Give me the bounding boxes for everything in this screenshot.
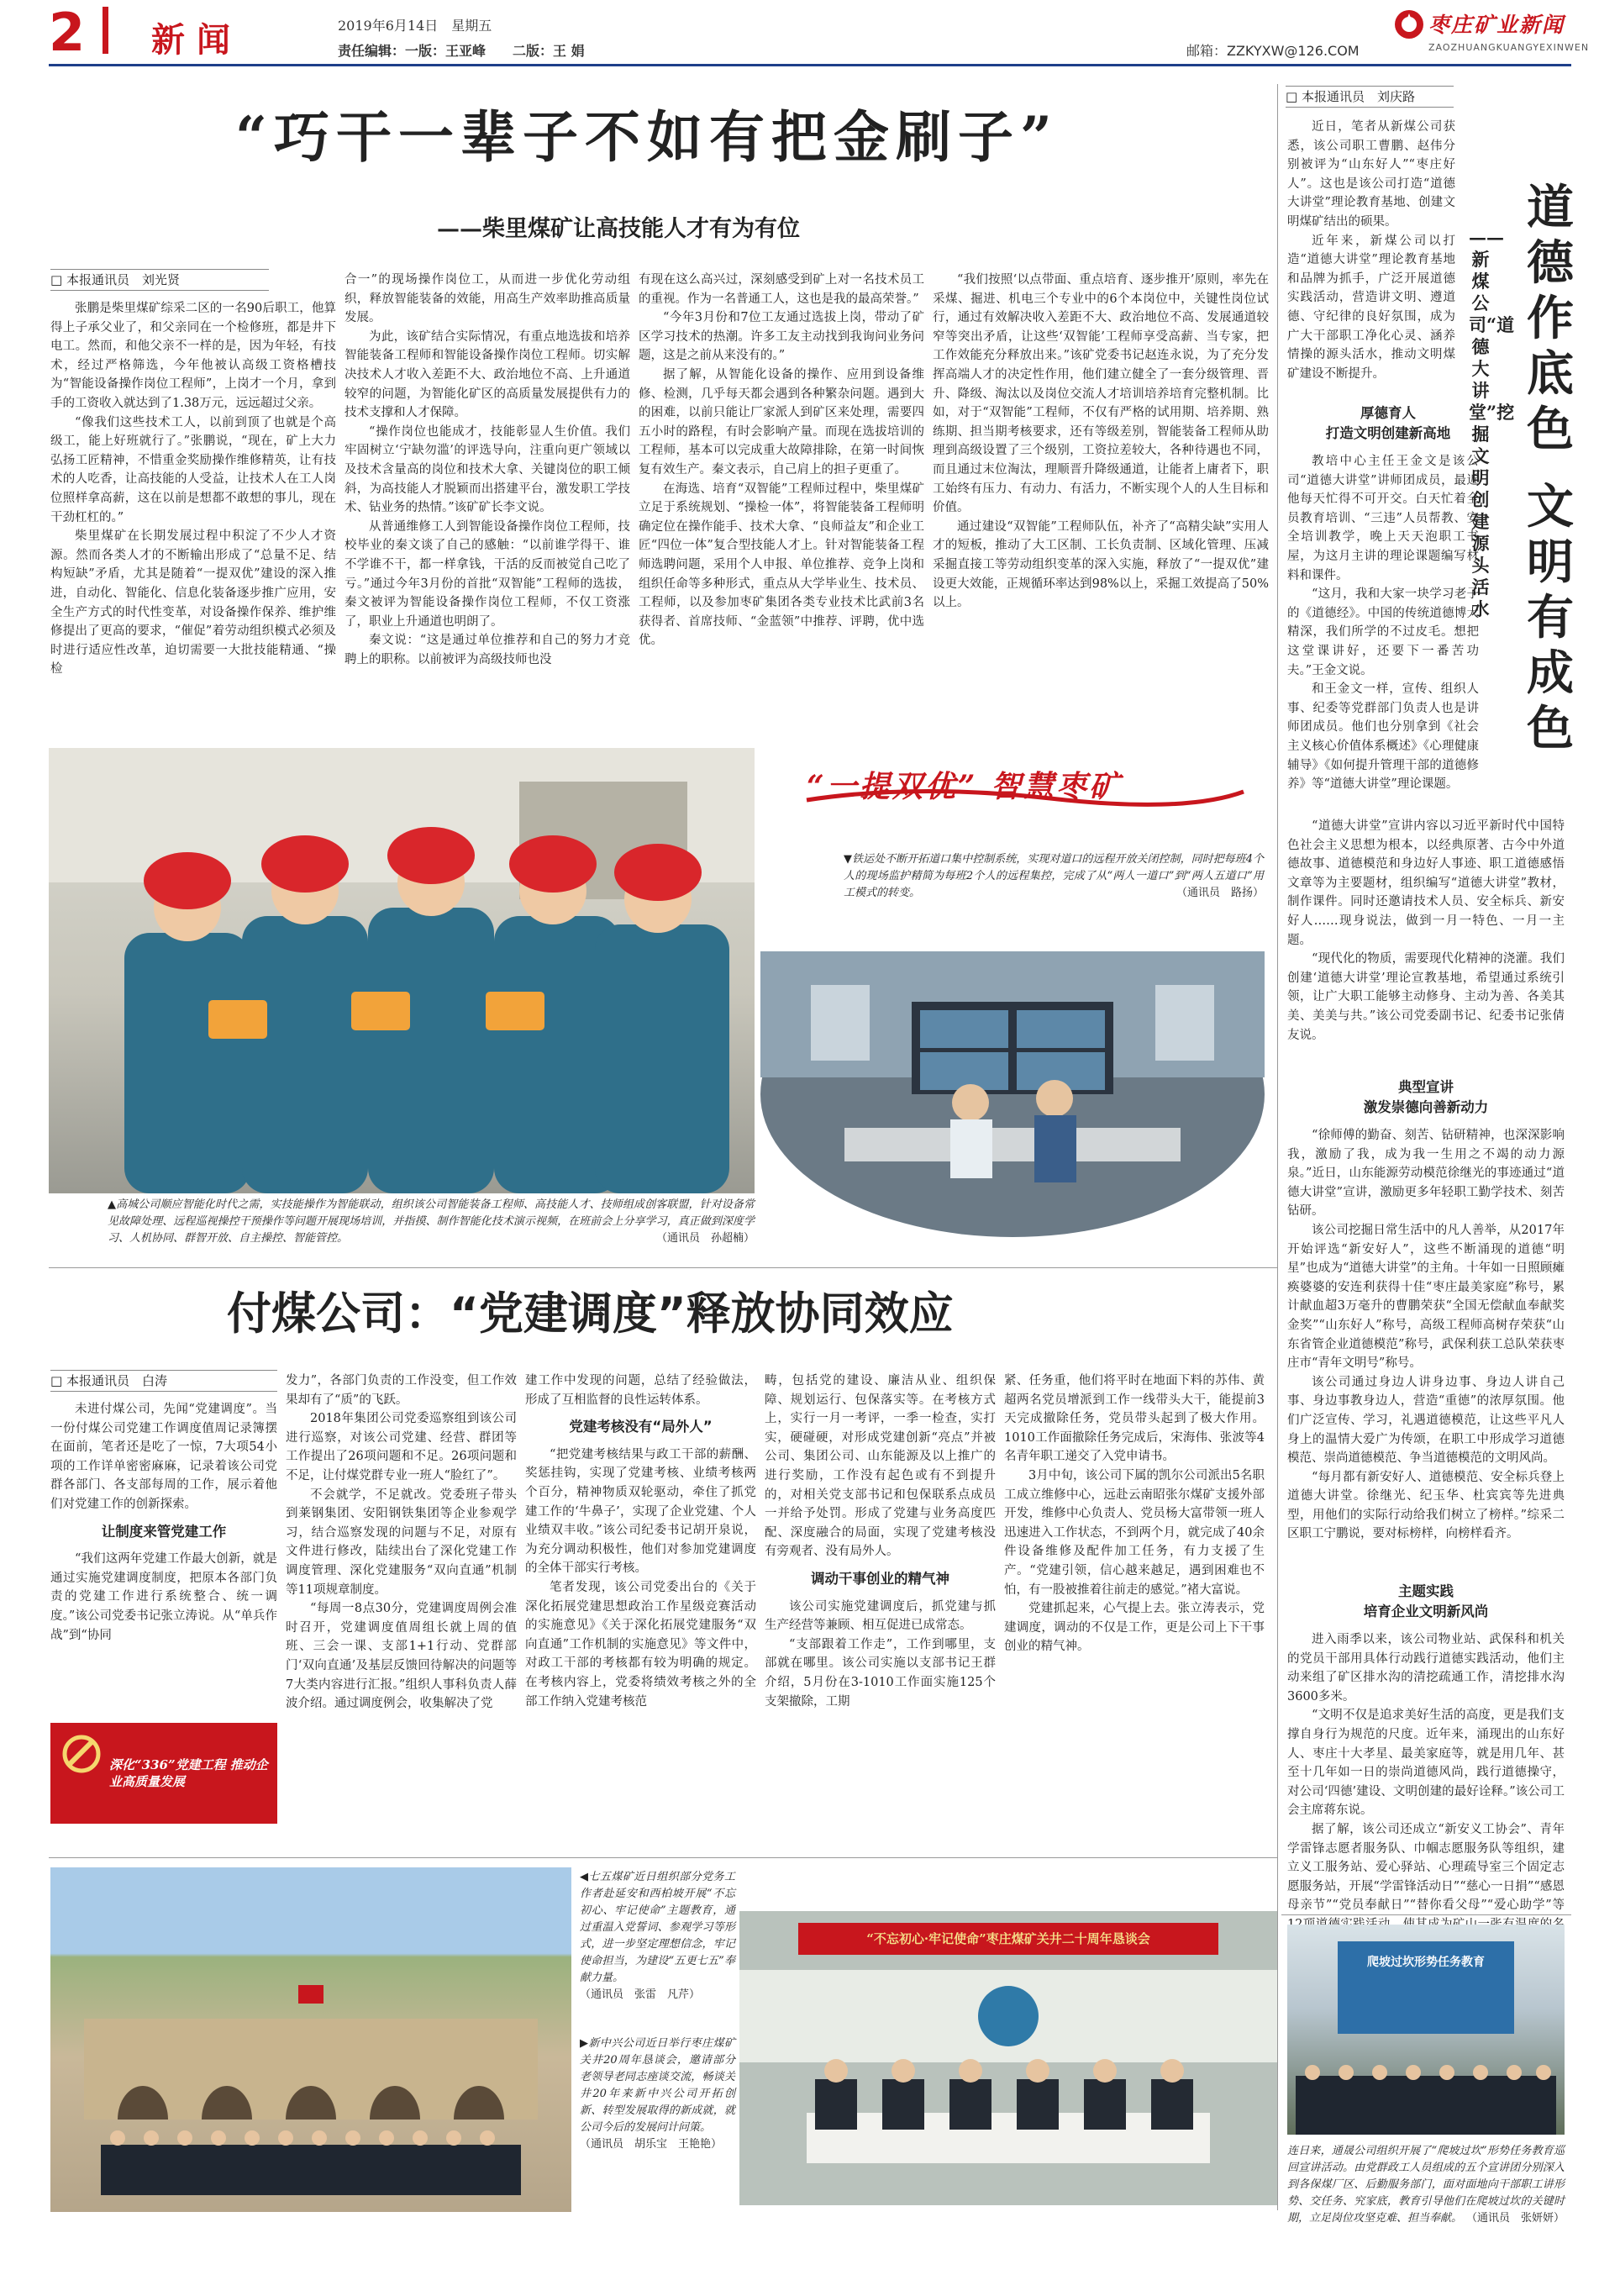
paragraph: 建工作中发现的问题，总结了经验做法，形成了互相监督的良性运转体系。 bbox=[525, 1374, 756, 1407]
side-subheading-3-line-2: 培育企业文明新风尚 bbox=[1363, 1604, 1489, 1619]
photo-meeting bbox=[739, 1911, 1277, 2205]
article2-column-4 bbox=[765, 1372, 996, 1834]
article2-title: 付煤公司：“党建调度”释放协同效应 bbox=[227, 1288, 954, 1340]
article2-column-2 bbox=[286, 1372, 517, 1834]
paragraph: “像我们这些技术工人，以前到顶了也就是个高级工，能上好班就行了。”张鹏说，“现在，矿上大力弘扬工匠精神，不惜重金奖励操作维修精英，让有技术的人吃香，让高技能的人受益，让技术人在工人岗位照样拿高薪，这在以前是想都不敢想的事儿，现在干劲杠杠的。” bbox=[50, 415, 336, 524]
masthead-pinyin: ZAOZHUANGKUANGYEXINWEN bbox=[1428, 42, 1590, 53]
paragraph: 该公司通过身边人讲身边事、身边人讲自己事、身边事教身边人，营造“重德”的浓厚氛围。他们广泛宣传、学习，礼遇道德模范，让这些平凡人身上的温情大爱广为传颂，在职工中形成学习道德模范、崇尚道德模范、争当道德模范的文明风尚。 bbox=[1287, 1375, 1565, 1466]
campaign-banner-text: “一提双优” 智慧枣矿 bbox=[807, 769, 1122, 804]
photo-control-room bbox=[760, 951, 1265, 1237]
paragraph: 为此，该矿结合实际情况，有重点地选拔和培养智能装备工程师和智能设备操作岗位工程师。切实解决技术人才收入差距不大、政治地位不高、上升通道较窄的问题，为智能化矿区的高质量发展提供有力的技术支撑和人才保障。 bbox=[345, 329, 630, 420]
paragraph: 不会就学，不足就改。党委班子带头到莱钢集团、安阳钢铁集团等企业参观学习，结合巡察发现的问题与不足，对原有文件进行修改，陆续出台了深化党建工作调度管理、深化党建服务“双向直通”机制等11项规章制度。 bbox=[286, 1488, 517, 1597]
hammer-sickle-icon bbox=[60, 1733, 103, 1775]
paragraph: 3月中旬，该公司下属的凯尔公司派出5名职工成立维修中心，远赴云南昭张尔煤矿支援外部开发，维修中心负责人、党员杨大富带领一班人迅速进入工作状态，不到两个月，就完成了40余件设备维修及配件加工任务，有力支援了生产。“党建引领，信心越来越足，遇到困难也不怕，有一股被推着往前走的感觉。”褚大富说。 bbox=[1004, 1468, 1265, 1597]
side-vertical-title-1: 道德作底色 bbox=[1527, 180, 1574, 457]
masthead-title: 枣庄矿业新闻 bbox=[1428, 13, 1565, 37]
photo-workers-with-tablets bbox=[49, 748, 755, 1193]
article2-byline: □ 本报通讯员 白涛 bbox=[50, 1370, 277, 1392]
paragraph: 该公司实施党建调度后，抓党建与抓生产经营等兼顾、相互促进已成常态。 bbox=[765, 1599, 996, 1633]
side-section-3 bbox=[1287, 1630, 1565, 1913]
side-subheading-2-line-2: 激发崇德向善新动力 bbox=[1363, 1099, 1489, 1115]
photo-row-divider bbox=[49, 1857, 1277, 1858]
photo2-credit: （通讯员 路扬） bbox=[1176, 887, 1264, 899]
paragraph: “我们这两年党建工作最大创新，就是通过实施党建调度制度，把原本各部门负责的党建工作进行系统整合、统一调度。”该公司党委书记张立涛说。从“单兵作战”到“协同 bbox=[50, 1552, 277, 1642]
article2-subheading-1: 让制度来管党建工作 bbox=[101, 1523, 227, 1540]
paragraph: “把党建考核结果与政工干部的薪酬、奖惩挂钩，实现了党建考核、业绩考核两个百分，精神物质双轮驱动，牵住了抓党建工作的‘牛鼻子’，实现了企业党建、个人业绩双丰收。”该公司纪委书记胡开泉说，为充分调动积极性，他们对参加党建调度的全体干部实行考核。 bbox=[525, 1447, 756, 1576]
paragraph: “这月，我和大家一块学习老子的《道德经》。中国的传统道德博大精深，我们所学的不过皮毛。想把这堂课讲好，还要下一番苦功夫。”王金文说。 bbox=[1287, 587, 1479, 677]
side-subheading-2-line-1: 典型宣讲 bbox=[1398, 1079, 1454, 1095]
paragraph: “每月都有新安好人、道德模范、安全标兵登上道德大讲堂。徐继光、纪玉华、杜宾宾等先进典型，用他们的实际行动给我们树立了榜样。”综采二区职工宁鹏说，要对标榜样，向榜样看齐。 bbox=[1287, 1470, 1565, 1541]
paragraph: 党建抓起来，心气提上去。张立涛表示，党建调度，调动的不仅是工作，更是公司上下干事创业的精气神。 bbox=[1004, 1602, 1265, 1654]
photo4-caption-text: ▶新中兴公司近日举行枣庄煤矿关井20周年恳谈会，邀请部分老领导老同志座谈交流，畅谈关井20年来新中兴公司开拓创新、转型发展取得的新成就，就公司今后的发展问计问策。 bbox=[580, 2037, 735, 2134]
masthead-emblem-icon bbox=[1393, 8, 1425, 40]
article1-byline: □ 本报通讯员 刘光贤 bbox=[50, 269, 269, 291]
header-rule bbox=[49, 64, 1571, 66]
lecture-board-text: 爬坡过坎形势任务教育 bbox=[1367, 1956, 1485, 1969]
side-photo-caption-text: 连日来，通晟公司组织开展了“爬坡过坎”形势任务教育巡回宣讲活动。由党群政工人员组成的五个宣讲团分别深入到各保煤厂区、后勤服务部门，面对面地向干部职工讲形势、交任务、究家底，教育引导他们在爬坡过坎的关键时期，立足岗位攻坚克难、担当奉献。 bbox=[1287, 2145, 1565, 2225]
paragraph: “每周一8点30分，党建调度周例会准时召开，党建调度值周组长就上周的值班、三会一课、支部1+1行动、党群部门‘双向直通’及基层反馈回待解决的问题等7大类内容进行汇报。”组织人事科负责人薛波介绍。通过调度例会，收集解决了党 bbox=[286, 1602, 517, 1711]
paragraph: 据了解，该公司还成立“新安义工协会”、青年学雷锋志愿者服务队、巾帼志愿服务队等组织，建立义工服务站、爱心驿站、心理疏导室三个固定志愿服务站，开展“学雷锋活动日”“慈心一日捐”“感恩母亲节”“党员奉献日”“替你看父母”“爱心助学”等 bbox=[1287, 1822, 1565, 1913]
photo3-caption bbox=[580, 1869, 735, 2004]
paragraph: 据了解，从智能化设备的操作、应用到设备维修、检测，几乎每天都会遇到各种繁杂问题。遇到大的困难，以前只能让厂家派人到矿区来处理，需要四五小时的路程，有时会影响产量。而现在选拔培训的工程师，基本可以完成重大故障排除，在第一时间恢复有效生产。秦文表示，自己肩上的担子更重了。 bbox=[639, 367, 924, 477]
side-subheading-2 bbox=[1287, 1076, 1565, 1116]
paragraph: 紧、任务重，他们将平时在地面下料的苏伟、黄超两名党员增派到工作一线带头大干，能提前3天完成撤除任务，党员带头起到了极大作用。1010工作面撤除任务完成后，宋海伟、张波等4名青年职工递交了入党申请书。 bbox=[1004, 1374, 1265, 1464]
paragraph: 秦文说：“这是通过单位推荐和自己的努力才竞聘上的职称。以前被评为高级技师也没 bbox=[345, 634, 630, 666]
photo2-caption bbox=[844, 851, 1264, 902]
party-building-badge-text: 深化“336”党建工程 推动企业高质量发展 bbox=[109, 1757, 268, 1789]
article1-column-2 bbox=[345, 271, 630, 732]
photo-group-yanan bbox=[50, 1867, 571, 2212]
meeting-banner-text: “不忘初心·牢记使命”枣庄煤矿关井二十周年恳谈会 bbox=[798, 1923, 1218, 1955]
article1-column-1 bbox=[50, 299, 336, 732]
campaign-banner bbox=[798, 758, 1252, 819]
editors-line: 责任编辑：一版：王亚峰 二版：王 娟 bbox=[338, 43, 585, 59]
article1-subtitle: ——柴里煤矿让高技能人才有为有位 bbox=[437, 216, 800, 242]
masthead-logo bbox=[1393, 5, 1590, 59]
photo4-caption bbox=[580, 2035, 735, 2153]
paragraph: “现代化的物质，需要现代化精神的浇灌。我们创建‘道德大讲堂’理论宣教基地，希望通过系统引领，让广大职工能够主动修身、主动为善、各美其美、美美与共。”该公司党委副书记、纪委书记张倩友说。 bbox=[1287, 952, 1565, 1042]
paragraph: 2018年集团公司党委巡察组到该公司进行巡察，对该公司党建、经营、群团等工作提出了26项问题和不足。26项问题和不足，让付煤党群专业一班人“脸红了”。 bbox=[286, 1412, 517, 1482]
paragraph: 教培中心主任王金文是该公司“道德大讲堂”讲师团成员，最近他每天忙得不可开交。白天忙着全员教育培训、“三违”人员帮教、安全培训教学，晚上天天泡职工书屋，为这月主讲的理论课题编写材料和课件。 bbox=[1287, 455, 1479, 582]
paragraph: 从普通维修工人到智能设备操作岗位工程师，技校毕业的秦文谈了自己的感触：“以前谁学得干、谁不学谁不干，都一样拿钱，干活的反而被觉自己吃了亏。”通过今年3月份的首批“双智能”工程师的选拔，秦文被评为智能设备操作岗位工程师，不仅工资涨了，职业上升通道也明朗了。 bbox=[345, 519, 630, 629]
side-subheading-3 bbox=[1287, 1580, 1565, 1620]
photo3-caption-text: ◀七五煤矿近日组织部分党务工作者赴延安和西柏坡开展“不忘初心、牢记使命”主题教育，通过重温入党誓词、参观学习等形式，进一步坚定理想信念，牢记使命担当，为建设“五更七五”奉献力量。 bbox=[580, 1871, 735, 1984]
paragraph: 发力”，各部门负责的工作没变，但工作效果却有了“质”的飞跃。 bbox=[286, 1374, 517, 1407]
section-divider bbox=[49, 1267, 1277, 1268]
paragraph: 近年来，新煤公司以打造“道德大讲堂”理论教育基地和品牌为抓手，广泛开展道德实践活动，营造讲文明、遵道德、守纪律的良好氛围，成为广大干部职工净化心灵、涵养情操的源头活水，推动文明煤矿建设不断提升。 bbox=[1287, 234, 1455, 381]
paragraph: 和王金文一样，宣传、组织人事、纪委等党群部门负责人也是讲师团成员。他们也分别拿到《社会主义核心价值体系概述》《心理健康辅导》《如何提升管理干部的道德修养》等“道德大讲堂”理论课题。 bbox=[1287, 682, 1479, 792]
article2-subheading-2: 党建考核没有“局外人” bbox=[569, 1419, 713, 1435]
photo1-credit: （通讯员 孙超楠） bbox=[655, 1232, 755, 1245]
side-section-1-right bbox=[1287, 817, 1565, 1069]
paragraph: 该公司挖掘日常生活中的凡人善举，从2017年开始评选“新安好人”，这些不断涌现的道德“明星”也成为“道德大讲堂”的主角。十年如一日照顾瘫痪婆婆的安连利获得十佳“枣庄最美家庭”称号，累计献血超3万毫升的曹鹏荣获“全国无偿献血奉献奖金奖”“山东好人”称号，高级工程师高树存荣获“山东省管企业道德模范”称号，武保利获工总队荣获枣庄市“青年文明号”称号。 bbox=[1287, 1223, 1565, 1371]
article1-column-4 bbox=[933, 271, 1269, 732]
article2-subheading-3: 调动干事创业的精气神 bbox=[811, 1570, 949, 1587]
paragraph: 未进付煤公司，先闻“党建调度”。当一份付煤公司党建工作调度值周记录簿摆在面前，笔者还是吃了一惊，7大项54小项的工作详单密密麻麻，记录着该公司党群各部门、各支部每周的工作，展示着他们对党建工作的创新探索。 bbox=[50, 1403, 277, 1511]
paragraph: “我们按照‘以点带面、重点培育、逐步推开’原则，率先在采煤、掘进、机电三个专业中的6个本岗位中，关键性岗位试行，通过有效解决收入差距不大、政治地位不高、发展通道较窄等突出矛盾，让这些‘双智能’工程师享受高薪、当专家，把工作效能充分释放出来。”该矿党委书记赵连永说，为了充分发挥高端人才的决定性作用，他们建立健全了一套分级管理、晋升、降级、淘汰以及岗位交流人才培训培养培育完整机制。比如，对于“双智能”工程师，不仅有严格的试用期、培养期、熟练期、担当期考核要求，还有等级差别，智能装备工程师从助理到高级设置了三个级别，工资拉差较大，各种待遇也不同，而且通过末位淘汰，理顺晋升降级通道，让能者上庸者下，职工始终有压力、有动力、有活力，不断实现个人的人生目标和价值。 bbox=[933, 273, 1269, 515]
page-number: 2 bbox=[49, 2, 86, 63]
paragraph: “支部跟着工作走”，工作到哪里，支部就在哪里。该公司实施以支部书记王群介绍，5月份在3-1010工作面实施125个支架撤除，工期 bbox=[765, 1637, 996, 1709]
paragraph: 合一”的现场操作岗位工，从而进一步优化劳动组织，释放智能装备的效能，用高生产效率助推高质量发展。 bbox=[345, 273, 630, 325]
paragraph: 有现在这么高兴过，深刻感受到矿上对一名技术员工的重视。作为一名普通工人，这也是我的最高荣誉。” bbox=[639, 273, 924, 306]
paragraph: “文明不仅是追求美好生活的高度，更是我们支撑自身行为规范的尺度。近年来，涌现出的山东好人、枣庄十大孝星、最美家庭等，就是用几年、甚至十几年如一日的崇尚道德风尚，践行道德操守，对公司‘四德’建设、文明创建的最好诠释。”该公司工会主席蒋东说。 bbox=[1287, 1709, 1565, 1818]
paragraph: “今年3月份和7位工友通过选拔上岗，带动了矿区学习技术的热潮。许多工友主动找到我询问业务问题，这是之前从来没有的。” bbox=[639, 311, 924, 363]
paragraph: 进入雨季以来，该公司物业站、武保科和机关的党员干部用具体行动践行道德实践活动，他们主动来组了矿区排水沟的清挖疏通工作，清挖排水沟3600多米。 bbox=[1287, 1633, 1565, 1704]
paragraph: 畴，包括党的建设、廉洁从业、组织保障、规划运行、包保落实等。在考核方式上，实行一月一考评，一季一检查，实打实，硬碰硬，对形成党建创新“亮点”并被公司、集团公司、山东能源及以上推广的进行奖励，工作没有起色或有不到提升的，对相关党支部书记和包保联系点成员一并给予处罚。形成了党建与业务高度匹配、深度融合的局面，实现了党建考核没有旁观者、没有局外人。 bbox=[765, 1374, 996, 1559]
paragraph: 笔者发现，该公司党委出台的《关于深化拓展党建思想政治工作星级竞赛活动的实施意见》《关于深化拓展党建服务“双向直通”工作机制的实施意见》等文件中，对政工干部的考核都有较为明确的规定。在考核内容上，党委将绩效考核之外的全部工作纳入党建考核范 bbox=[525, 1580, 756, 1709]
photo1-caption-text: ▲高城公司顺应智能化时代之需，实技能操作为智能联动，组织该公司智能装备工程师、高技能人才、技师组成创客联盟，针对设备常见故障处理、远程巡视操控干预操作等问题开展现场培训，并指摸、制作智能化技术演示视频，在班前会上分享学习，真正做到深度学习、人机协同、群智开放、自主操控、智能管控。 bbox=[108, 1198, 755, 1245]
paragraph: 在海选、培育“双智能”工程师过程中，柴里煤矿立足于系统规划、“操检一体”，将智能装备工程师明确定位在操作能手、技术大拿、“良师益友”和企业工匠“四位一体”复合型技能人才上。针对智能装备工程师选聘问题，采用个人申报、单位推荐、竞争上岗和组织任命等多种形式，重点从大学毕业生、技术员、工程师，以及参加枣矿集团各类专业技术比武前3名获得者、首席技师、“金蓝领”中推荐、评聘，优中选优。 bbox=[639, 482, 924, 648]
side-section-1-left bbox=[1287, 452, 1479, 814]
side-subheading-3-line-1: 主题实践 bbox=[1398, 1583, 1454, 1599]
paragraph: “道德大讲堂”宣讲内容以习近平新时代中国特色社会主义思想为根本，以经典原著、古今中外道德故事、道德模范和身边好人事迹、职工道德感悟文章等为主要题材，组织编写“道德大讲堂”教材，制作课件。同时还邀请技术人员、安全标兵、新安好人……现身说法，做到一月一特色、一月一主题。 bbox=[1287, 819, 1565, 947]
photo-outdoor-lecture bbox=[1287, 1925, 1565, 2135]
paragraph: 柴里煤矿在长期发展过程中积淀了不少人才资源。然而各类人才的不断输出形成了“总量不足、结构短缺”矛盾，尤其是随着“一提双优”建设的深入推进，自动化、智能化、信息化装备逐步推广应用，安全生产方式的时代性变革，对设备操作保养、维护维修提出了更高的要求，“催促”着劳动组织模式必须及时进行适应性改革，迫切需要一大批技能精通、“操检 bbox=[50, 529, 336, 677]
section-title: 新闻 bbox=[151, 20, 242, 60]
article2-column-5 bbox=[1004, 1372, 1265, 1834]
sidebar-divider bbox=[1277, 84, 1278, 2210]
side-vertical-subtitle: ——新煤公司“道德大讲堂”挖掘文明创建源头活水 bbox=[1469, 227, 1515, 619]
photo2-caption-text: ▼铁运处不断开拓道口集中控制系统，实现对道口的远程开放关闭控制，同时把每班4个人的现场监护精简为每班2个人的远程集控，完成了从“两人一道口”到“两人五道口”用工模式的转变。 bbox=[844, 853, 1264, 899]
paragraph: “操作岗位也能成才，技能彰显人生价值。我们牢固树立‘宁缺勿滥’的评选导向，注重向更广领域以及技术含量高的岗位和技术大拿、关键岗位的职工倾斜，为高技能人才脱颖而出搭建平台，激发职工学技术、钻业务的热情。”该矿矿长李文说。 bbox=[345, 424, 630, 515]
paragraph: 张鹏是柴里煤矿综采二区的一名90后职工，他算得上子承父业了，和父亲同在一个检修班，都是井下电工。然而，和他父亲不一样的是，因为年轻，有技术，经过严格筛选，今年他被认高级工资格槽技为“智能设备操作岗位工程师”，上岗才一个月，拿到手的工资收入就达到了1.38万元，远远超过父亲。 bbox=[50, 302, 336, 410]
side-subheading-1-line-1: 厚德育人 bbox=[1360, 405, 1416, 421]
side-intro bbox=[1287, 118, 1455, 395]
side-vertical-title-2: 文明有成色 bbox=[1527, 479, 1574, 756]
article1-column-3 bbox=[639, 271, 924, 732]
article1-title: “巧干一辈子不如有把金刷子” bbox=[235, 104, 1059, 170]
email-line: 邮箱：ZZKYXW@126.COM bbox=[1186, 43, 1360, 59]
paragraph: 通过建设“双智能”工程师队伍，补齐了“高精尖缺”实用人才的短板，推动了大工区制、工长负责制、区域化管理、压减采掘直接工等劳动组织变革的深入实施，释放了“一提双优”建设更大效能，正规循环率达到98%以上，采掘工效提高了50%以上。 bbox=[933, 519, 1269, 610]
issue-date: 2019年6月14日 星期五 bbox=[338, 18, 492, 34]
party-building-badge bbox=[50, 1723, 277, 1824]
photo4-credit: （通讯员 胡乐宝 王艳艳） bbox=[580, 2138, 723, 2151]
side-subheading-1-line-2: 打造文明创建新高地 bbox=[1325, 425, 1451, 441]
side-photo-caption bbox=[1287, 2143, 1565, 2227]
photo1-caption bbox=[108, 1197, 755, 1247]
paragraph: “徐师傅的勤奋、刻苦、钻研精神，也深深影响我，激励了我，成为我一生用之不竭的动力源泉。”近日，山东能源劳动模范徐继光的事迹通过“道德大讲堂”宣讲，激励更多年轻职工勤学技术、刻苦钻研。 bbox=[1287, 1129, 1565, 1219]
side-subheading-1 bbox=[1287, 402, 1489, 442]
side-photo-credit: （通讯员 张妍妍） bbox=[1465, 2212, 1565, 2225]
side-byline: □ 本报通讯员 刘庆路 bbox=[1286, 86, 1454, 108]
page-number-divider bbox=[103, 7, 108, 54]
side-photo-rule bbox=[1281, 1914, 1571, 1915]
side-section-2 bbox=[1287, 1126, 1565, 1572]
paragraph: 近日，笔者从新煤公司获悉，该公司职工曹鹏、赵伟分别被评为“山东好人”“枣庄好人”。这也是该公司打造“道德大讲堂”理论教育基地、创建文明煤矿结出的硕果。 bbox=[1287, 120, 1455, 229]
photo3-credit: （通讯员 张雷 凡芹） bbox=[580, 1988, 701, 2001]
article2-column-3 bbox=[525, 1372, 756, 1834]
